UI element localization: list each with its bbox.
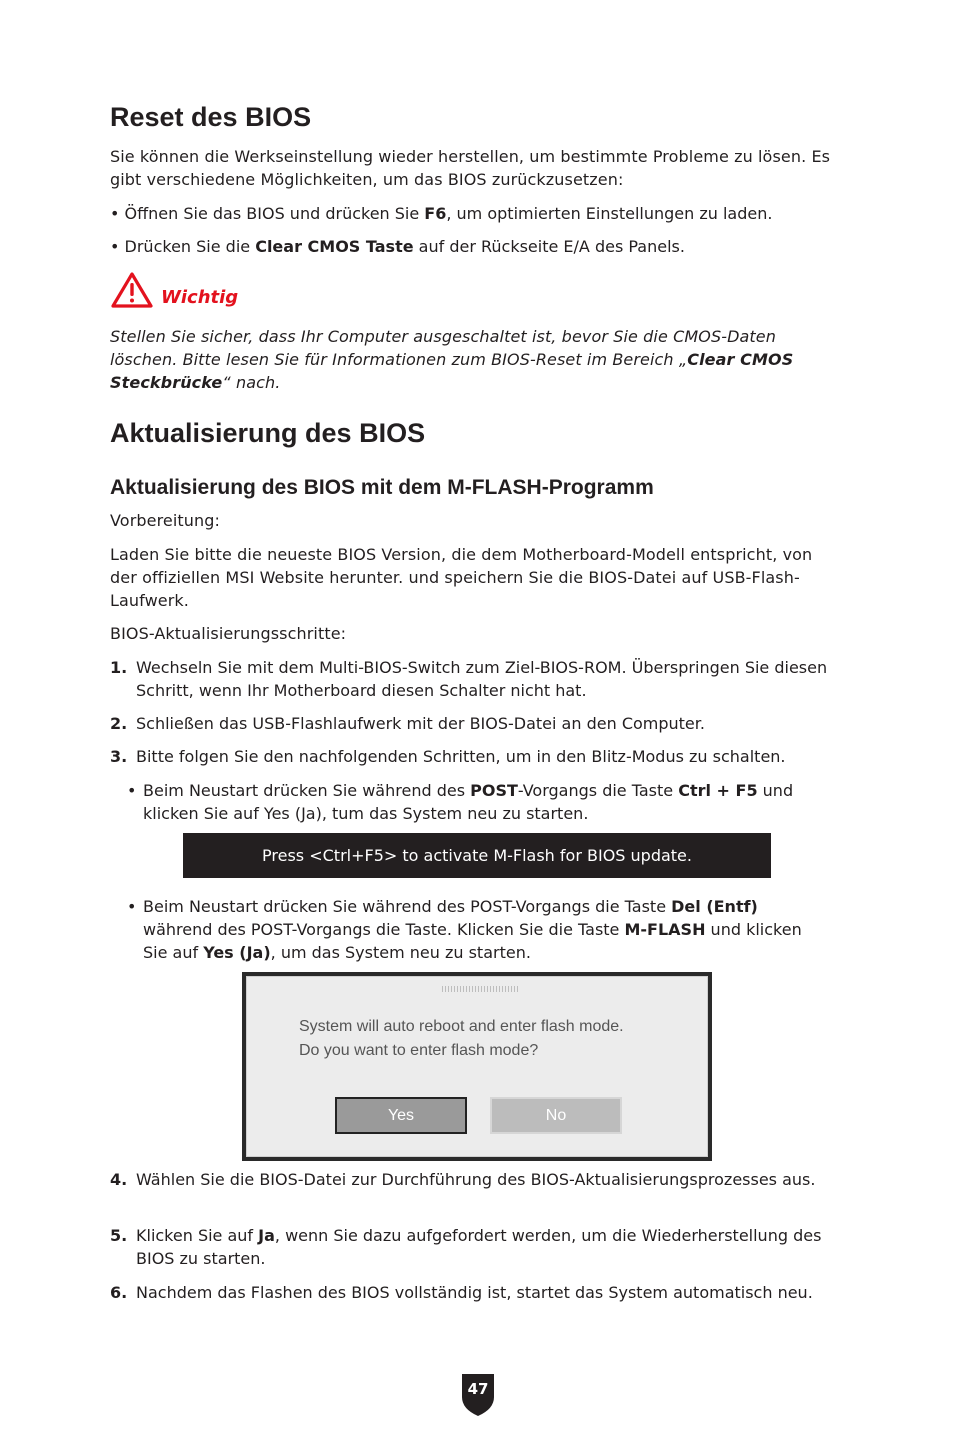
- step-number: 3.: [110, 747, 128, 766]
- step-text: Bitte folgen Sie den nachfolgenden Schritten, um in den Blitz-Modus zu schalten.: [136, 747, 786, 766]
- step-number: 1.: [110, 658, 128, 677]
- step-text: Nachdem das Flashen des BIOS vollständig ist, startet das System automatisch neu.: [136, 1283, 813, 1302]
- prep-text: Laden Sie bitte die neueste BIOS Version, die dem Motherboard-Modell entspricht, von der offiziellen MSI Website herunter. und speichern Sie die BIOS-Datei auf USB-Flash-Laufwerk.: [110, 545, 813, 610]
- step-number: 5.: [110, 1226, 128, 1245]
- subsection-title-mflash: Aktualisierung des BIOS mit dem M-FLASH-Programm: [110, 476, 654, 499]
- note-text: “ nach.: [222, 373, 281, 392]
- dialog-no-button[interactable]: No: [490, 1097, 622, 1134]
- important-text: [110, 325, 835, 394]
- text: , um das System neu zu starten.: [270, 943, 531, 962]
- step-number: 6.: [110, 1283, 128, 1302]
- bullet-text: , um optimierten Einstellungen zu laden.: [446, 204, 773, 223]
- note-bold: Clear CMOS Steckbrücke: [110, 350, 794, 392]
- bold-mflash: M-FLASH: [624, 920, 706, 939]
- steps-label: BIOS-Aktualisierungsschritte:: [110, 624, 347, 643]
- post-screen-message: Press <Ctrl+F5> to activate M-Flash for BIOS update.: [183, 833, 771, 878]
- bullet-dot: •: [127, 897, 137, 916]
- bold-yes: Yes (Ja): [203, 943, 271, 962]
- section-title-reset: Reset des BIOS: [110, 102, 312, 132]
- flash-mode-dialog: [246, 976, 708, 1157]
- page-number: 47: [467, 1380, 489, 1398]
- sub-bullet-text: [143, 779, 828, 825]
- section-title-update: Aktualisierung des BIOS: [110, 418, 426, 448]
- reset-intro: Sie können die Werkseinstellung wieder herstellen, um bestimmte Probleme zu lösen. Es gibt verschiedene Möglichkeiten, um das BIOS zurückzusetzen:: [110, 147, 831, 189]
- step-text: [136, 1224, 836, 1270]
- warning-triangle-icon: [110, 270, 154, 310]
- key-f6: F6: [424, 204, 447, 223]
- text: , wenn Sie dazu aufgefordert werden, um die Wiederherstellung des BIOS zu starten.: [136, 1226, 822, 1268]
- step-text: Wählen Sie die BIOS-Datei zur Durchführung des BIOS-Aktualisierungsprozesses aus.: [136, 1170, 816, 1189]
- bullet-text: Drücken Sie die: [124, 237, 256, 256]
- reset-bullet-1: • Öffnen Sie das BIOS und drücken Sie F6, um optimierten Einstellungen zu laden.: [110, 204, 773, 223]
- text: -Vorgangs die Taste: [517, 781, 679, 800]
- text: Klicken Sie auf: [136, 1226, 259, 1245]
- bold-del: Del (Entf): [671, 897, 758, 916]
- bullet-text: auf der Rückseite E/A des Panels.: [413, 237, 685, 256]
- reset-bullet-2: • Drücken Sie die Clear CMOS Taste auf der Rückseite E/A des Panels.: [110, 237, 685, 256]
- note-text: Stellen Sie sicher, dass Ihr Computer ausgeschaltet ist, bevor Sie die CMOS-Daten löschen. Bitte lesen Sie für Informationen zum BIOS-Reset im Bereich „: [110, 327, 776, 369]
- text: Beim Neustart drücken Sie während des POST-Vorgangs die Taste: [143, 897, 672, 916]
- text: und klicken Sie auf Yes (Ja), tum das System neu zu starten.: [143, 781, 794, 823]
- text: Beim Neustart drücken Sie während des: [143, 781, 471, 800]
- bullet-text: Öffnen Sie das BIOS und drücken Sie: [124, 204, 425, 223]
- dialog-grip: [442, 986, 518, 992]
- prep-label: Vorbereitung:: [110, 511, 220, 530]
- important-label: Wichtig: [161, 287, 239, 308]
- flash-mode-dialog-frame: [242, 972, 712, 1161]
- dialog-line-1: System will auto reboot and enter flash mode.: [299, 1018, 624, 1035]
- dialog-yes-button[interactable]: Yes: [335, 1097, 467, 1134]
- text: und klicken Sie auf: [143, 920, 802, 962]
- bold-ja: Ja: [258, 1226, 275, 1245]
- dialog-message: [299, 1015, 624, 1063]
- step-number: 2.: [110, 714, 128, 733]
- sub-bullet-text: [143, 895, 828, 964]
- text: während des POST-Vorgangs die Taste. Klicken Sie die Taste: [143, 920, 625, 939]
- key-clear-cmos: Clear CMOS Taste: [255, 237, 414, 256]
- step-text: Wechseln Sie mit dem Multi-BIOS-Switch zum Ziel-BIOS-ROM. Überspringen Sie diesen Schritt, wenn Ihr Motherboard diesen Schalter nicht hat.: [136, 658, 828, 700]
- bold-ctrl-f5: Ctrl + F5: [678, 781, 758, 800]
- bullet-dot: •: [127, 781, 137, 800]
- dialog-line-2: Do you want to enter flash mode?: [299, 1042, 539, 1059]
- bold-post: POST: [470, 781, 518, 800]
- step-text: Schließen das USB-Flashlaufwerk mit der BIOS-Datei an den Computer.: [136, 714, 705, 733]
- step-number: 4.: [110, 1170, 128, 1189]
